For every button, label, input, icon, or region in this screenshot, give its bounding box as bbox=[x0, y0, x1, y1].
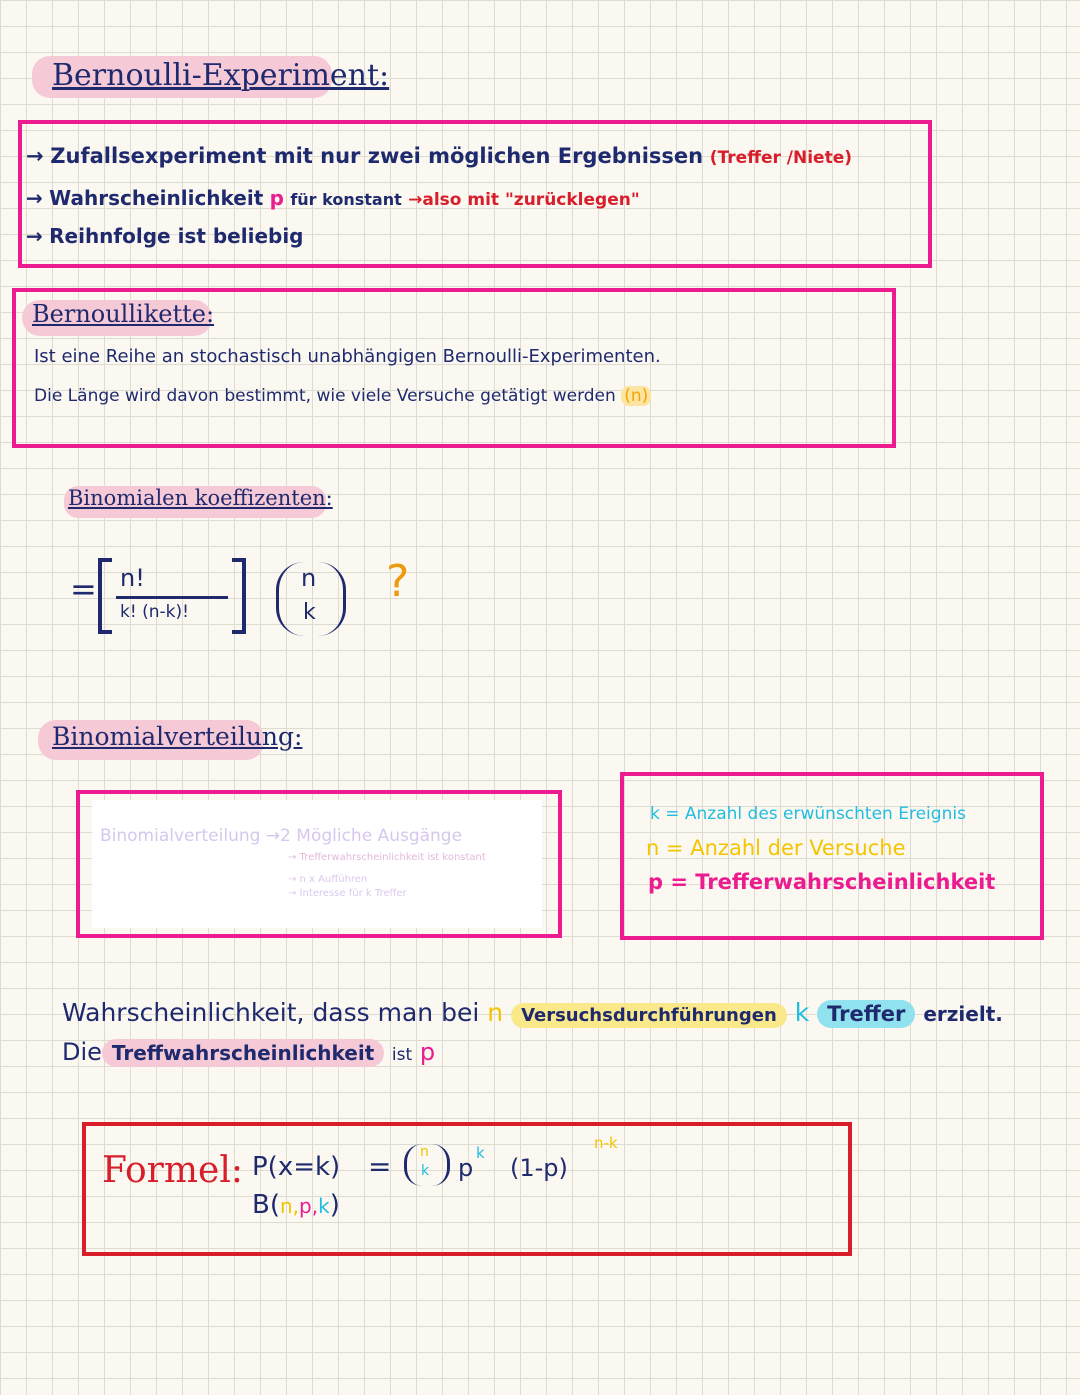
arrow-icon: → bbox=[26, 144, 44, 168]
legend-n: n = Anzahl der Versuche bbox=[646, 836, 906, 860]
section2-line1: Ist eine Reihe an stochastisch unabhängigen Bernoulli-Experimenten. bbox=[34, 346, 661, 367]
hit-probability-sentence: Die Treffwahrscheinlichkeit ist p bbox=[62, 1038, 436, 1066]
section2-box bbox=[12, 288, 896, 448]
faded-note-paper: Binomialverteilung →2 Mögliche Ausgänge → Trefferwahrscheinlichkeit ist konstant → n x Aufführen → Interesse für k Treffer bbox=[92, 800, 542, 928]
bracket-fraction bbox=[98, 558, 246, 634]
faded-note-box bbox=[76, 790, 562, 938]
question-mark: ? bbox=[386, 556, 410, 607]
binom-coefficient-formula bbox=[70, 556, 450, 646]
legend-p: p = Trefferwahrscheinlichkeit bbox=[648, 870, 996, 894]
equals-sign: = bbox=[70, 570, 97, 608]
legend-k: k = Anzahl des erwünschten Ereignis bbox=[650, 804, 966, 824]
section1-line2: → Wahrscheinlichkeit p für konstant →also mit "zurücklegen" bbox=[26, 186, 640, 210]
formula-alt-notation: B(n,p,k) bbox=[252, 1190, 340, 1220]
fraction-bar bbox=[116, 596, 228, 599]
section1-line1: → Zufallsexperiment mit nur zwei möglichen Ergebnissen (Treffer /Niete) bbox=[26, 144, 853, 168]
section1-title: Bernoulli-Experiment: bbox=[52, 58, 390, 93]
arrow-icon: → bbox=[26, 186, 43, 210]
formula-equals: = bbox=[368, 1150, 392, 1183]
formula-exp-k: k bbox=[476, 1144, 485, 1162]
formula-box bbox=[82, 1122, 852, 1256]
section2-title: Bernoullikette: bbox=[32, 300, 215, 328]
formula-p: p bbox=[458, 1154, 474, 1182]
variable-legend-box bbox=[620, 772, 1044, 940]
probability-sentence: Wahrscheinlichkeit, dass man bei n Versuchsdurchführungen k Treffer erzielt. bbox=[62, 998, 1003, 1027]
section3-title: Binomialen koeffizenten: bbox=[68, 486, 333, 510]
formula-exp-nk: n-k bbox=[594, 1134, 618, 1152]
section1-line3: → Reihnfolge ist beliebig bbox=[26, 224, 304, 248]
formula-binom: n k bbox=[404, 1144, 450, 1186]
section2-line2: Die Länge wird davon bestimmt, wie viele Versuche getätigt werden (n) bbox=[34, 386, 651, 406]
section1-box bbox=[18, 120, 932, 268]
section4-title: Binomialverteilung: bbox=[52, 722, 303, 751]
arrow-icon: → bbox=[26, 224, 43, 248]
binom-paren: n k bbox=[276, 562, 346, 636]
formula-label: Formel: bbox=[102, 1150, 243, 1191]
formula-factor: (1-p) bbox=[510, 1154, 568, 1182]
fraction-numerator: n! bbox=[120, 564, 145, 592]
formula-lhs: P(x=k) bbox=[252, 1152, 341, 1182]
fraction-denominator: k! (n-k)! bbox=[120, 602, 189, 622]
